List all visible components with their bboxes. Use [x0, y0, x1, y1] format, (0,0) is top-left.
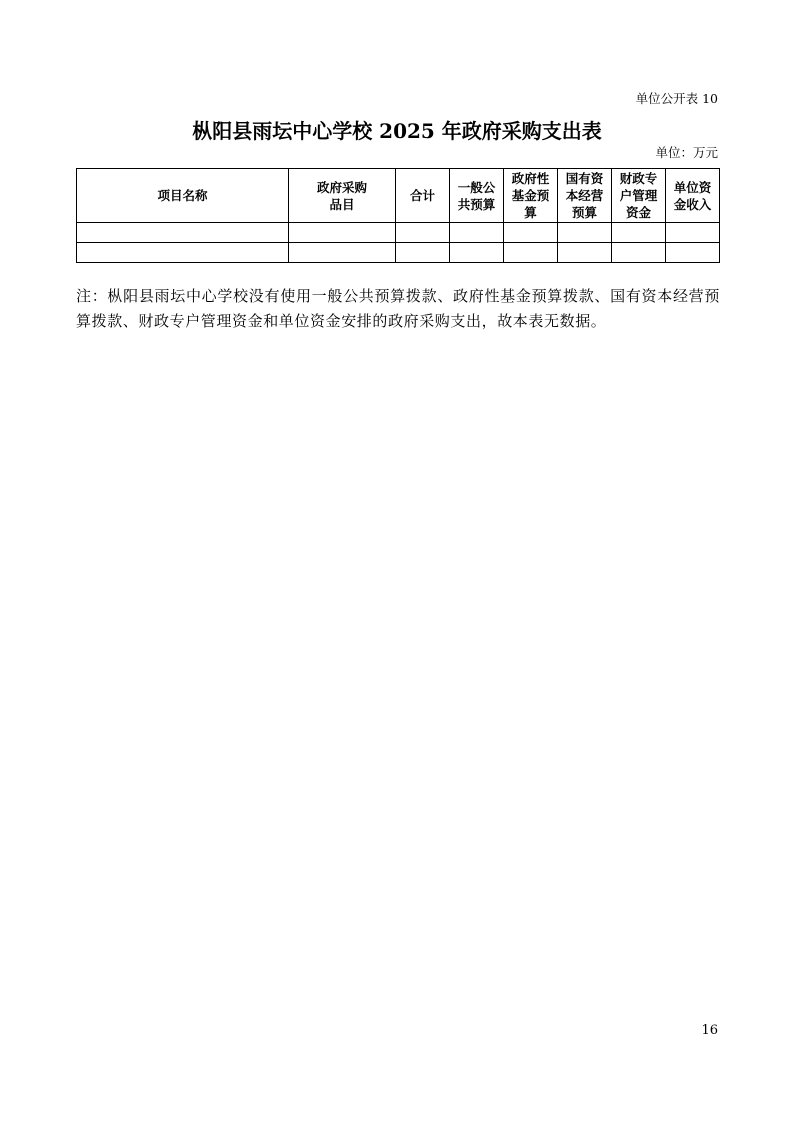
- form-number: 单位公开表 10: [635, 91, 718, 106]
- table-cell: [450, 223, 504, 243]
- table-cell: [558, 223, 612, 243]
- table-cell: [666, 223, 720, 243]
- table-cell: [77, 223, 289, 243]
- column-header-general-budget: 一般公 共预算: [450, 169, 504, 223]
- unit-label: 单位：万元: [655, 145, 718, 160]
- table-cell: [558, 243, 612, 263]
- table-cell: [450, 243, 504, 263]
- table-cell: [289, 243, 396, 263]
- procurement-table-container: [76, 168, 719, 263]
- table-row: [77, 223, 720, 243]
- table-cell: [612, 243, 666, 263]
- table-note: 注：枞阳县雨坛中心学校没有使用一般公共预算拨款、政府性基金预算拨款、国有资本经营预算拨款、财政专户管理资金和单位资金安排的政府采购支出，故本表无数据。: [76, 287, 720, 330]
- page-number: 16: [701, 1023, 718, 1038]
- procurement-expenditure-table: [76, 168, 720, 263]
- table-row: [77, 243, 720, 263]
- table-cell: [396, 223, 450, 243]
- column-header-unit-funds-income: 单位资 金收入: [666, 169, 720, 223]
- table-header-row: [77, 169, 720, 223]
- column-header-government-fund-budget: 政府性 基金预 算: [504, 169, 558, 223]
- table-cell: [504, 223, 558, 243]
- column-header-total: 合计: [396, 169, 450, 223]
- table-cell: [289, 223, 396, 243]
- table-cell: [77, 243, 289, 263]
- table-cell: [612, 223, 666, 243]
- page-title: 枞阳县雨坛中心学校 2025 年政府采购支出表: [192, 119, 602, 143]
- column-header-project-name: 项目名称: [77, 169, 289, 223]
- table-cell: [504, 243, 558, 263]
- column-header-state-capital-budget: 国有资 本经营 预算: [558, 169, 612, 223]
- column-header-procurement-category: 政府采购 品目: [289, 169, 396, 223]
- table-cell: [396, 243, 450, 263]
- table-cell: [666, 243, 720, 263]
- column-header-special-account-funds: 财政专 户管理 资金: [612, 169, 666, 223]
